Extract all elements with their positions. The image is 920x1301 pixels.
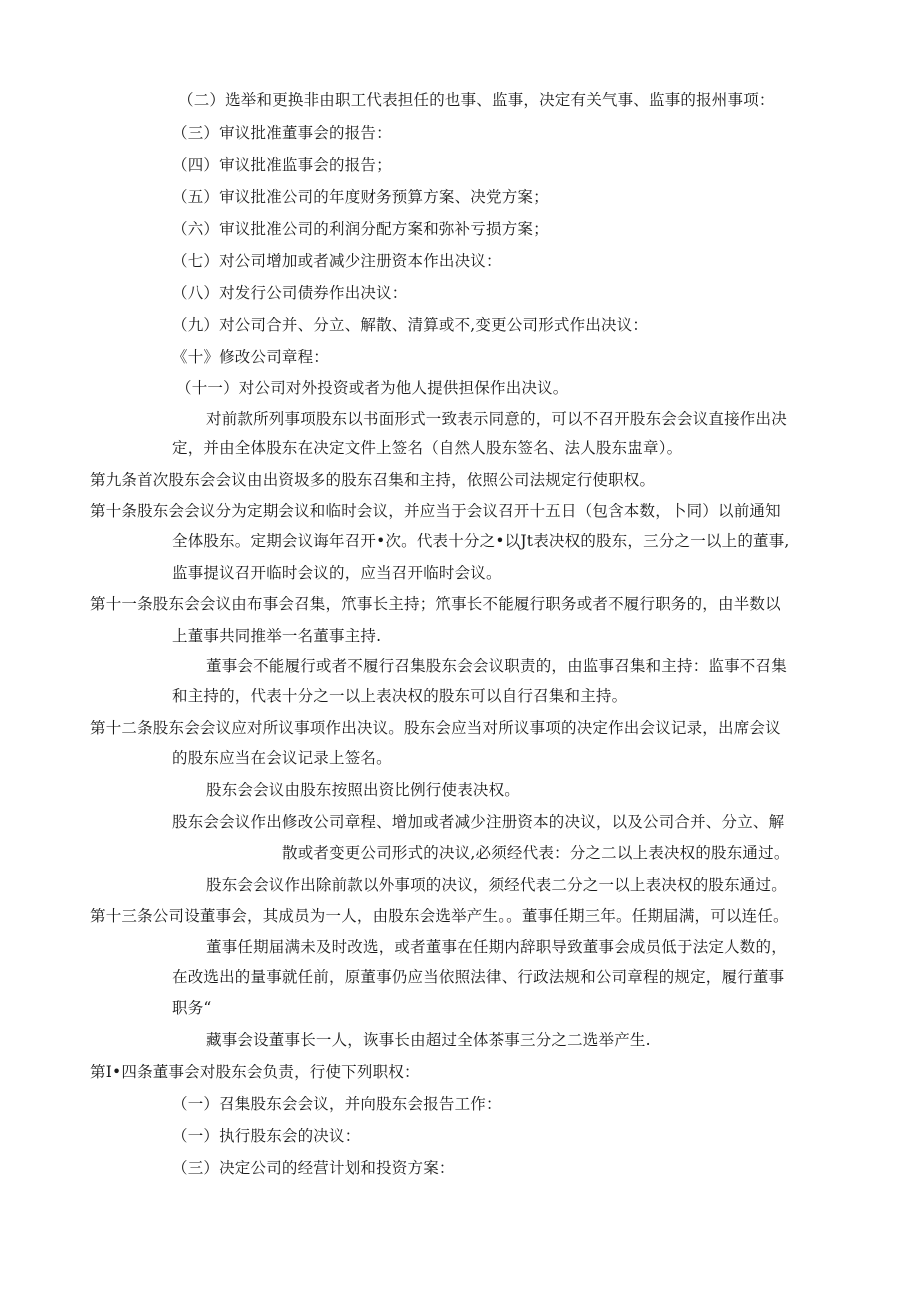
text-line: 董事任期届满未及时改选，或者董事在任期内辞职导致董事会成员低于法定人数的， [206, 938, 787, 956]
text-line: （二）选举和更换非由职工代表担任的也事、监事，决定有关气事、监事的报州事项： [178, 91, 775, 109]
text-line: 股东会会议作出除前款以外事项的决议，须经代表二分之一以上表决权的股东通过。 [206, 876, 787, 894]
text-line: （十一）对公司对外投资或者为他人提供担保作出决议。 [176, 379, 569, 397]
text-line: （七）对公司增加或者减少注册资本作出决议： [172, 252, 502, 270]
text-line: 股东会会议作出修改公司章程、增加或者减少注册资本的决议，以及公司合并、分立、解 [172, 813, 785, 831]
text-line: 第九条首次股东会会议由出资圾多的股东召集和主持，依照公司法规定行使职权。 [90, 471, 656, 489]
text-line: 对前款所列事项股东以书面形式一致表示同意的，可以不召开股东会会议直接作出决 [206, 410, 787, 428]
text-line: 股东会会议由股东按照出资比例行使表决权。 [206, 781, 521, 799]
text-line: 上董事共同推举一名董事主持. [172, 627, 382, 645]
text-line: （三）决定公司的经营计划和投资方案： [172, 1159, 455, 1177]
text-line: 监事提议召开临时会议的，应当召开临时会议。 [172, 564, 502, 582]
text-line: 《十》修改公司章程： [172, 348, 330, 366]
text-line: 第十三条公司设董事会，其成员为一人，由股东会选举产生。。董事任期三年。任期届满，可以连任。 [90, 907, 789, 925]
text-line: （五）审议批准公司的年度财务预算方案、决党方案； [172, 188, 549, 206]
text-line: 散或者变更公司形式的决议,必须经代表：分之二以上表决权的股东通过。 [282, 844, 790, 862]
text-line: 在改选出的量事就任前，原董事仍应当依照法律、行政法规和公司章程的规定，履行董事 [172, 968, 785, 986]
text-line: 董事会不能履行或者不履行召集股东会会议职责的，由监事召集和主持：监事不召集 [206, 657, 787, 675]
text-line: （一）执行股东会的决议： [172, 1127, 361, 1145]
text-line: 职务“ [172, 999, 212, 1017]
text-line: （三）审议批准董事会的报告： [172, 124, 392, 142]
text-line: 第十一条股东会会议由布事会召集，笊事长主持；笊事长不能履行职务或者不履行职务的，由半数以 [90, 595, 781, 613]
text-line: 定，并由全体股东在决定文件上签名（自然人股东签名、法人股东盅章）。 [172, 439, 683, 457]
text-line: （一）召集股东会会议，并向股东会报告工作： [172, 1095, 502, 1113]
text-line: 第十二条股东会会议应对所议事项作出决议。股东会应当对所议事项的决定作出会议记录，出席会议 [90, 719, 781, 737]
text-line: （六）审议批准公司的利润分配方案和弥补亏损方案； [172, 220, 549, 238]
text-line: （四）审议批准监事会的报告； [172, 156, 392, 174]
text-line: 第十条股东会会议分为定期会议和临时会议，并应当于会议召开十五日（包含本数，卜同）以前通知 [90, 502, 781, 520]
text-line: （九）对公司合并、分立、解散、清算或不,变更公司形式作出决议： [172, 316, 649, 334]
text-line: 和主持的，代表十分之一以上表决权的股东可以自行召集和主持。 [172, 687, 628, 705]
text-line: 藏事会设董事长一人，诙事长由超过全体茶事三分之二选举产生. [206, 1031, 651, 1049]
text-line: （八）对发行公司债券作出决议： [172, 284, 408, 302]
text-line: 全体股东。定期会议诲年召开•次。代表十分之•以Jt表决权的股东，三分之一以上的董事, [172, 532, 790, 550]
text-line: 的股东应当在会议记录上签名。 [172, 749, 392, 767]
text-line: 第I•四条董事会对股东会负责，行使下列职权： [90, 1063, 420, 1081]
